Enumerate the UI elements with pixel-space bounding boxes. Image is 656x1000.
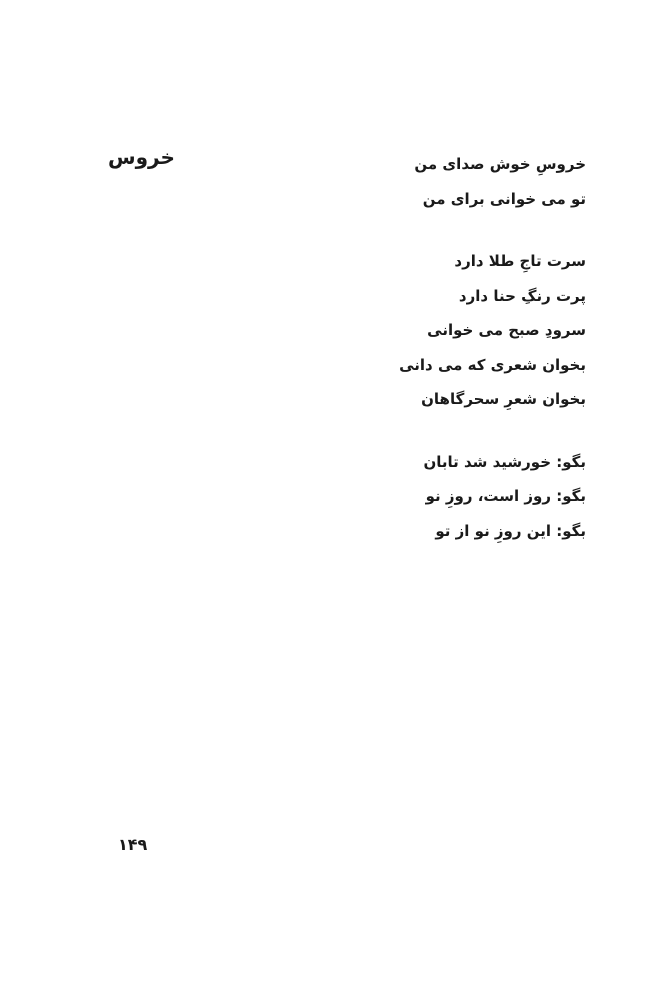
poem-title: خروس: [108, 145, 175, 169]
poem-line: بگو: این روزِ نو از تو: [435, 521, 586, 540]
poem-line: بگو: خورشید شد تابان: [423, 452, 586, 471]
page-number: ۱۴۹: [118, 835, 148, 854]
poem-line: بگو: روز است، روزِ نو: [425, 487, 586, 505]
poem-line: خروسِ خوش صدای من: [414, 155, 586, 173]
stanza-3: [399, 445, 586, 549]
poem-body: [399, 147, 586, 576]
poem-line: بخوان شعرِ سحرگاهان: [421, 390, 586, 408]
stanza-2: [399, 244, 586, 417]
poem-line: تو می خوانی برای من: [422, 189, 586, 208]
poem-line: بخوان شعری که می دانی: [399, 355, 586, 374]
stanza-1: [399, 147, 586, 216]
poem-line: سرودِ صبح می خوانی: [427, 321, 586, 339]
poem-line: سرت تاجِ طلا دارد: [454, 252, 586, 270]
poem-line: پرت رنگِ حنا دارد: [458, 286, 586, 305]
